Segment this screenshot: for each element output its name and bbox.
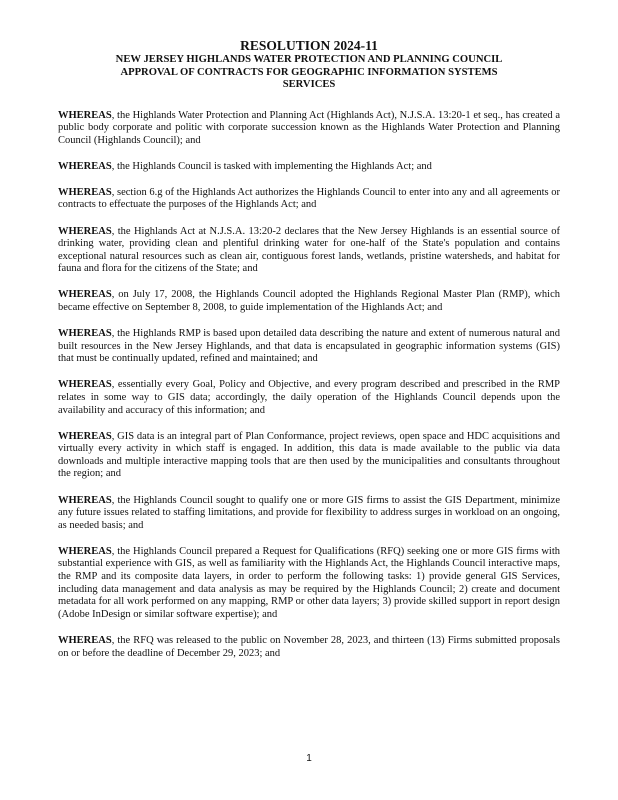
whereas-paragraph [58,187,560,212]
whereas-text: , section 6.g of the Highlands Act authorizes the Highlands Council to enter into any and all agreements or contracts to effectuate the purposes of the Highlands Act; and [58,186,560,211]
whereas-lead: WHEREAS [58,328,112,340]
whereas-lead: WHEREAS [58,225,112,237]
whereas-text: , on July 17, 2008, the Highlands Council adopted the Highlands Regional Master Plan (RMP), which became effective on September 8, 2008, to guide implementation of the Highlands Act; and [58,289,560,314]
subtitle-line: NEW JERSEY HIGHLANDS WATER PROTECTION AND PLANNING COUNCIL [115,54,503,65]
page-number: 1 [306,753,312,764]
whereas-text: , the Highlands Council prepared a Request for Qualifications (RFQ) seeking one or more GIS firms with substantial experience with GIS, as well as familiarity with the Highlands Act, the Highlands Council interactive maps, the RMP and its composite data layers, in order to perform the following tasks: 1) provide general GIS Services, including data management and data analysis as may be required by the Highlands Council; 2) create and document metadata for all work performed on any mapping, RMP or other data layers; 3) provide skilled support in report design (Adobe InDesign or similar software expertise); and [58,545,560,620]
whereas-paragraph [58,161,560,174]
whereas-lead: WHEREAS [58,379,112,391]
whereas-paragraph [58,226,560,276]
whereas-lead: WHEREAS [58,160,112,172]
whereas-text: , the Highlands Council sought to qualify one or more GIS firms to assist the GIS Department, minimize any future issues related to staffing limitations, and provide for flexibility to address surges in workload on an ongoing, as needed basis; and [58,494,560,531]
whereas-text: , the Highlands Water Protection and Planning Act (Highlands Act), N.J.S.A. 13:20-1 et seq., has created a public body corporate and politic with corporate succession known as the Highlands Water Protection and Planning Council (Highlands Council); and [58,109,560,146]
whereas-lead: WHEREAS [58,545,112,557]
whereas-paragraph [58,546,560,622]
whereas-lead: WHEREAS [58,186,112,198]
whereas-text: , the Highlands Act at N.J.S.A. 13:20-2 declares that the New Jersey Highlands is an essential source of drinking water, providing clean and plentiful drinking water for one-half of the State's population and contains exceptional natural resources such as clean air, contiguous forest lands, wetlands, pristine watersheds, and habitat for fauna and flora for the citizens of the State; and [58,225,560,275]
whereas-text: , the Highlands RMP is based upon detailed data describing the nature and extent of numerous natural and built resources in the New Jersey Highlands, and that data is encapsulated in geographic information systems (GIS) that must be continually updated, refined and maintained; and [58,328,560,365]
whereas-text: , GIS data is an integral part of Plan Conformance, project reviews, open space and HDC acquisitions and virtually every activity in which staff is engaged. In addition, this data is made available to the public via data downloads and multiple interactive mapping tools that are then used by the municipalities and consultants throughout the region; and [58,430,560,480]
whereas-lead: WHEREAS [58,289,112,301]
whereas-paragraph [58,495,560,533]
whereas-lead: WHEREAS [58,494,112,506]
whereas-lead: WHEREAS [58,634,112,646]
subtitle-line: APPROVAL OF CONTRACTS FOR GEOGRAPHIC INFORMATION SYSTEMS [120,66,498,78]
whereas-text: , the Highlands Council is tasked with implementing the Highlands Act; and [111,160,432,172]
resolution-subtitle [58,54,560,92]
whereas-paragraph [58,431,560,481]
whereas-lead: WHEREAS [58,430,112,442]
whereas-text: , essentially every Goal, Policy and Objective, and every program described and prescribed in the RMP relates in some way to GIS data; accordingly, the daily operation of the Highlands Council depends upon the availability and accuracy of this information; and [58,379,560,416]
whereas-paragraph [58,110,560,148]
whereas-paragraph [58,328,560,366]
whereas-text: , the RFQ was released to the public on November 28, 2023, and thirteen (13) Firms submitted proposals on or before the deadline of December 29, 2023; and [58,634,560,659]
whereas-paragraph [58,289,560,314]
resolution-title: RESOLUTION 2024-11 [240,38,378,53]
whereas-clauses [58,110,560,661]
subtitle-line: SERVICES [282,79,336,90]
whereas-lead: WHEREAS [58,109,112,121]
whereas-paragraph [58,379,560,417]
whereas-paragraph [58,635,560,660]
